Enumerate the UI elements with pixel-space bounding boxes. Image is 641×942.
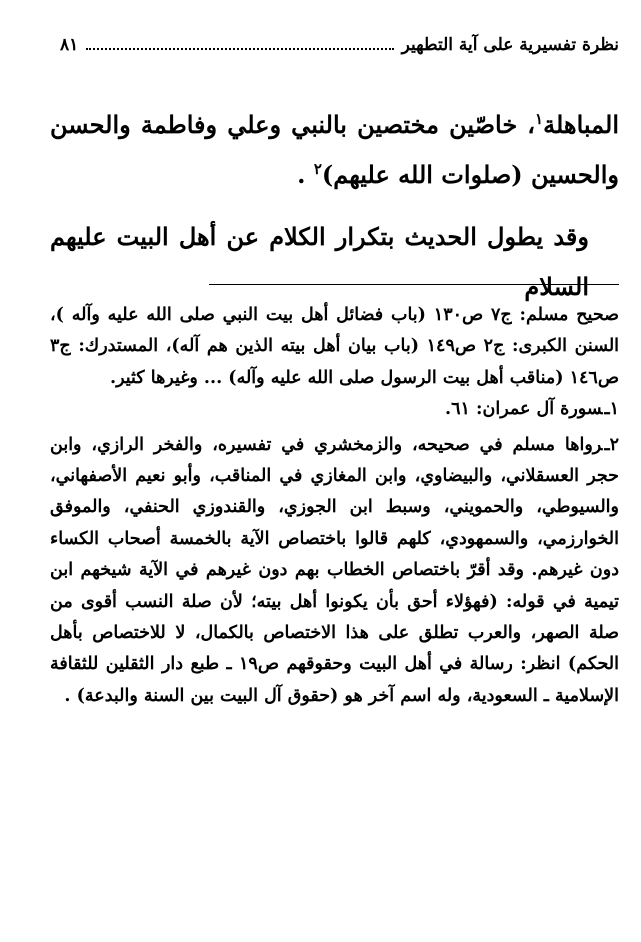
page-number: ٨١ [60, 35, 79, 55]
footnote-2-text: رواها مسلم في صحيحه، والزمخشري في تفسيره، والفخر الرازي، وابن حجر العسقلاني، والبيضاوي، وابن المغازي في المناقب، وأبو نعيم الأصفهاني، والسيوطي، والحمويني، وسبط ابن الجوزي، والقندوزي الحنفي، والموفق الخوارزمي، والسمهودي، كلهم قالوا باختصاص الآية بالخمسة أصحاب الكساء دون غيرهم. وقد أقرّ باختصاص الخطاب بهم دون غيرهم في الآية شيخهم ابن تيمية في قوله: (فهؤلاء أحق بأن يكونوا أهل بيته؛ لأن صلة النسب أقوى من صلة الصهر، والعرب تطلق على هذا الاختصاص بالكمال، لا للاختصاص بأهل الحكم) انظر: رسالة في أهل البيت وحقوقهم ص١٩ ـ طبع دار الثقلين للثقافة الإسلامية ـ السعودية، وله اسم آخر هو (حقوق آل البيت بين السنة والبدعة) . [50, 434, 620, 706]
footnote-separator [209, 284, 619, 285]
footnotes [50, 300, 619, 712]
footnote-ref-1: ١ [535, 110, 544, 128]
footnote-source: صحيح مسلم: ج٧ ص١٣٠ (باب فضائل أهل بيت النبي صلى الله عليه وآله )، السنن الكبرى: ج٢ ص١٤٩ (باب بيان أهل بيته الذين هم آله)، المستدرك: ج٣ ص١٤٦ (مناقب أهل بيت الرسول صلى الله عليه وآله) ... وغيرها كثير. [50, 305, 620, 388]
leader-dots [86, 48, 393, 50]
main-paragraph-1 [50, 100, 619, 200]
footnote-1-label: ١ـ [604, 399, 619, 420]
footnote-1 [50, 394, 619, 425]
footnote-2-label: ٢ـ [604, 434, 619, 455]
main-paragraph-2: وقد يطول الحديث بتكرار الكلام عن أهل البيت عليهم السلام [50, 222, 589, 301]
main-text [50, 100, 619, 312]
main-text-segment: . [297, 160, 314, 189]
main-text-segment: المباهلة [543, 110, 619, 139]
running-header [60, 30, 619, 60]
footnote-2 [50, 430, 619, 713]
running-title: نظرة تفسيرية على آية التطهير [401, 35, 619, 55]
footnote-ref-2: ٢ [313, 160, 322, 178]
footnote-1-text: سورة آل عمران: ٦١. [445, 399, 603, 420]
main-text-segment: ، خاصّين مختصين بالنبي وعلي وفاطمة والحسن والحسين (صلوات الله عليهم) [50, 110, 619, 189]
